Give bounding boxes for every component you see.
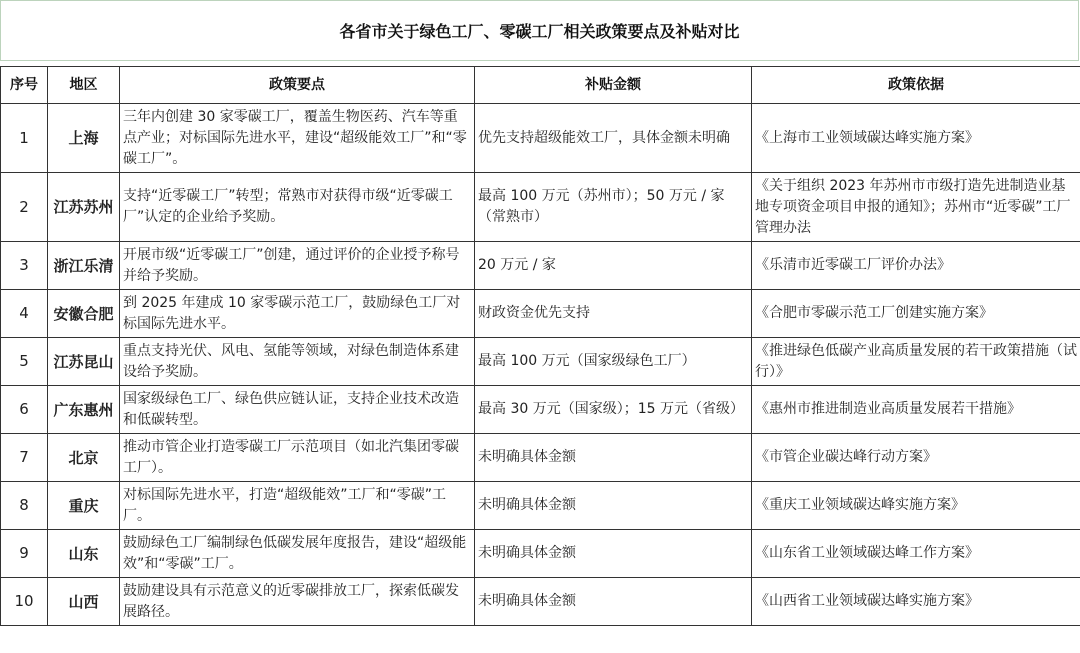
- row-region: 江苏昆山: [48, 338, 120, 386]
- table-row: [1, 242, 1080, 290]
- row-subsidy: 优先支持超级能效工厂，具体金额未明确: [475, 104, 752, 173]
- row-region: 上海: [48, 104, 120, 173]
- row-policy: 三年内创建 30 家零碳工厂，覆盖生物医药、汽车等重点产业；对标国际先进水平，建设“超级能效工厂”和“零碳工厂”。: [120, 104, 475, 173]
- row-no: 4: [1, 290, 48, 338]
- row-no: 10: [1, 578, 48, 626]
- row-policy: 开展市级“近零碳工厂”创建，通过评价的企业授予称号并给予奖励。: [120, 242, 475, 290]
- row-no: 3: [1, 242, 48, 290]
- row-basis: 《山西省工业领域碳达峰实施方案》: [752, 578, 1080, 626]
- row-subsidy: 最高 100 万元（苏州市）；50 万元 / 家（常熟市）: [475, 173, 752, 242]
- row-no: 2: [1, 173, 48, 242]
- row-subsidy: 未明确具体金额: [475, 530, 752, 578]
- row-policy: 推动市管企业打造零碳工厂示范项目（如北汽集团零碳工厂）。: [120, 434, 475, 482]
- col-header-region: 地区: [48, 67, 120, 104]
- row-basis: 《上海市工业领域碳达峰实施方案》: [752, 104, 1080, 173]
- row-region: 江苏苏州: [48, 173, 120, 242]
- row-policy: 鼓励绿色工厂编制绿色低碳发展年度报告，建设“超级能效”和“零碳”工厂。: [120, 530, 475, 578]
- row-region: 重庆: [48, 482, 120, 530]
- row-no: 8: [1, 482, 48, 530]
- row-subsidy: 未明确具体金额: [475, 578, 752, 626]
- table-row: [1, 104, 1080, 173]
- table-row: [1, 338, 1080, 386]
- policy-table: [0, 66, 1080, 626]
- row-basis: 《推进绿色低碳产业高质量发展的若干政策措施（试行）》: [752, 338, 1080, 386]
- table-row: [1, 386, 1080, 434]
- table-row: [1, 482, 1080, 530]
- row-basis: 《山东省工业领域碳达峰工作方案》: [752, 530, 1080, 578]
- row-basis: 《惠州市推进制造业高质量发展若干措施》: [752, 386, 1080, 434]
- row-subsidy: 未明确具体金额: [475, 482, 752, 530]
- row-no: 5: [1, 338, 48, 386]
- row-basis: 《市管企业碳达峰行动方案》: [752, 434, 1080, 482]
- table-row: [1, 434, 1080, 482]
- row-region: 广东惠州: [48, 386, 120, 434]
- row-basis: 《乐清市近零碳工厂评价办法》: [752, 242, 1080, 290]
- row-policy: 支持“近零碳工厂”转型；常熟市对获得市级“近零碳工厂”认定的企业给予奖励。: [120, 173, 475, 242]
- col-header-basis: 政策依据: [752, 67, 1080, 104]
- table-title: 各省市关于绿色工厂、零碳工厂相关政策要点及补贴对比: [0, 0, 1079, 61]
- row-policy: 到 2025 年建成 10 家零碳示范工厂，鼓励绿色工厂对标国际先进水平。: [120, 290, 475, 338]
- row-no: 7: [1, 434, 48, 482]
- row-region: 安徽合肥: [48, 290, 120, 338]
- header-row: [1, 67, 1080, 104]
- row-subsidy: 20 万元 / 家: [475, 242, 752, 290]
- row-basis: 《合肥市零碳示范工厂创建实施方案》: [752, 290, 1080, 338]
- table-row: [1, 530, 1080, 578]
- row-subsidy: 最高 100 万元（国家级绿色工厂）: [475, 338, 752, 386]
- table-row: [1, 290, 1080, 338]
- row-policy: 国家级绿色工厂、绿色供应链认证，支持企业技术改造和低碳转型。: [120, 386, 475, 434]
- row-no: 1: [1, 104, 48, 173]
- row-policy: 对标国际先进水平，打造“超级能效”工厂和“零碳”工厂。: [120, 482, 475, 530]
- col-header-subsidy: 补贴金额: [475, 67, 752, 104]
- col-header-policy: 政策要点: [120, 67, 475, 104]
- row-region: 山东: [48, 530, 120, 578]
- row-no: 6: [1, 386, 48, 434]
- row-subsidy: 财政资金优先支持: [475, 290, 752, 338]
- row-region: 北京: [48, 434, 120, 482]
- row-no: 9: [1, 530, 48, 578]
- row-basis: 《关于组织 2023 年苏州市市级打造先进制造业基地专项资金项目申报的通知》；苏州市“近零碳”工厂管理办法: [752, 173, 1080, 242]
- row-subsidy: 未明确具体金额: [475, 434, 752, 482]
- table-row: [1, 578, 1080, 626]
- row-subsidy: 最高 30 万元（国家级）；15 万元（省级）: [475, 386, 752, 434]
- row-policy: 鼓励建设具有示范意义的近零碳排放工厂，探索低碳发展路径。: [120, 578, 475, 626]
- row-region: 浙江乐清: [48, 242, 120, 290]
- col-header-no: 序号: [1, 67, 48, 104]
- row-policy: 重点支持光伏、风电、氢能等领域，对绿色制造体系建设给予奖励。: [120, 338, 475, 386]
- table-row: [1, 173, 1080, 242]
- row-region: 山西: [48, 578, 120, 626]
- row-basis: 《重庆工业领域碳达峰实施方案》: [752, 482, 1080, 530]
